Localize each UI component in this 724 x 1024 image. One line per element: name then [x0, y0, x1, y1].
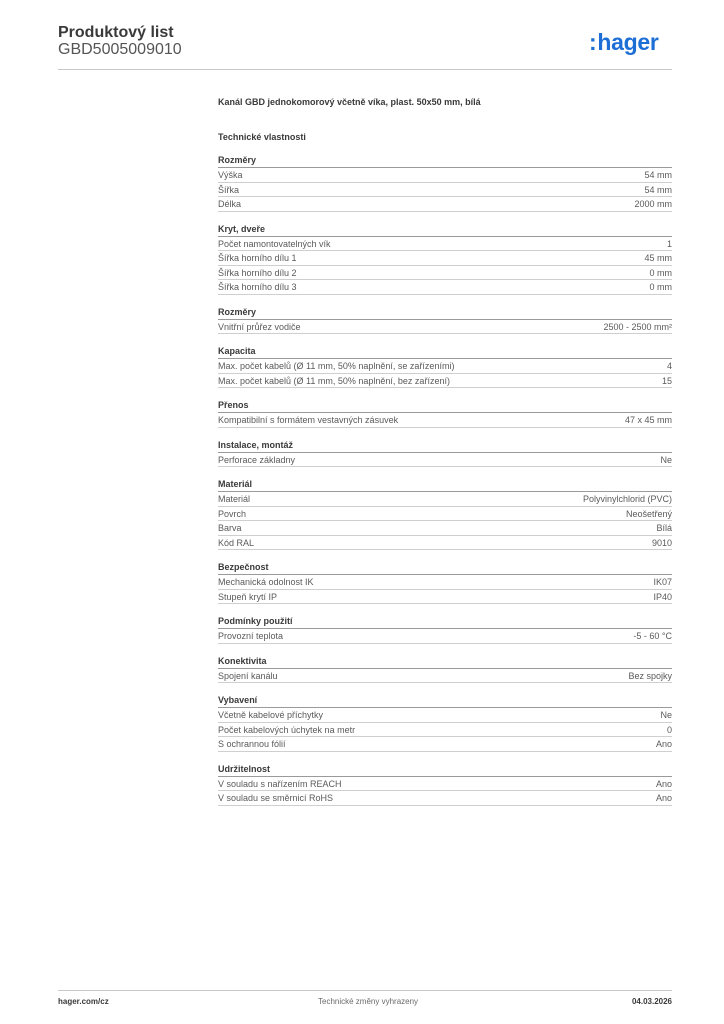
- group-title: Kryt, dveře: [218, 222, 672, 237]
- header-divider: [58, 69, 672, 70]
- property-row: [218, 251, 672, 266]
- property-value: IP40: [653, 591, 672, 602]
- property-label: Materiál: [218, 494, 251, 504]
- property-label: Počet namontovatelných vík: [218, 238, 331, 249]
- property-group: [218, 477, 672, 550]
- property-row: [218, 669, 672, 684]
- group-title: Vybavení: [218, 693, 672, 708]
- group-title: Konektivita: [218, 654, 672, 669]
- property-group: [218, 560, 672, 604]
- property-label: Výška: [218, 170, 243, 180]
- property-value: 54 mm: [644, 184, 672, 195]
- logo-text: hager: [597, 29, 659, 55]
- property-value: Ne: [660, 710, 672, 720]
- property-group: [218, 762, 672, 806]
- property-label: Max. počet kabelů (Ø 11 mm, 50% naplnění, se zařízeními): [218, 361, 455, 371]
- property-row: [218, 521, 672, 536]
- property-group: [218, 305, 672, 335]
- property-label: Včetně kabelové příchytky: [218, 710, 324, 720]
- property-value: 15: [661, 375, 672, 386]
- property-value: Ano: [655, 739, 672, 749]
- property-label: Šířka horního dílu 3: [218, 282, 297, 292]
- property-label: Délka: [218, 199, 242, 209]
- group-title: Materiál: [218, 477, 672, 492]
- property-value: 0 mm: [649, 267, 672, 278]
- property-row: [218, 590, 672, 605]
- property-row: [218, 453, 672, 468]
- property-value: 0 mm: [649, 282, 672, 292]
- property-label: Kód RAL: [218, 537, 255, 548]
- property-value: 0: [666, 724, 672, 735]
- property-groups: [218, 153, 672, 806]
- group-title: Instalace, montáž: [218, 438, 672, 453]
- group-title: Přenos: [218, 398, 672, 413]
- property-row: [218, 492, 672, 507]
- property-label: Stupeň krytí IP: [218, 591, 278, 602]
- hager-logo: [589, 30, 659, 54]
- property-label: V souladu s nařízením REACH: [218, 778, 342, 789]
- property-value: Ne: [660, 454, 672, 465]
- footer-disclaimer: Technické změny vyhrazeny: [318, 997, 419, 1006]
- product-name: Kanál GBD jednokomorový včetně víka, plast. 50x50 mm, bílá: [218, 97, 481, 107]
- property-label: Barva: [218, 523, 242, 533]
- group-title: Podmínky použití: [218, 614, 672, 629]
- property-label: Mechanická odolnost IK: [218, 577, 314, 587]
- property-label: Počet kabelových úchytek na metr: [218, 724, 356, 735]
- content-area: [218, 95, 672, 806]
- group-title: Udržitelnost: [218, 762, 672, 777]
- property-label: Spojení kanálu: [218, 670, 278, 681]
- property-row: [218, 320, 672, 335]
- property-row: [218, 197, 672, 212]
- property-value: 54 mm: [644, 170, 672, 180]
- property-value: Ano: [655, 793, 672, 803]
- property-value: 47 x 45 mm: [624, 415, 672, 425]
- property-group: [218, 438, 672, 468]
- tech-props-title: Technické vlastnosti: [218, 132, 306, 142]
- document-title: Produktový list: [58, 24, 174, 41]
- property-group: [218, 398, 672, 428]
- footer-date: 04.03.2026: [631, 997, 672, 1006]
- group-title: Rozměry: [218, 305, 672, 320]
- property-group: [218, 654, 672, 684]
- property-row: [218, 536, 672, 551]
- property-value: -5 - 60 °C: [633, 631, 672, 641]
- property-label: S ochrannou fólií: [218, 739, 286, 749]
- property-value: 9010: [651, 537, 672, 548]
- property-label: Provozní teplota: [218, 631, 284, 641]
- property-row: [218, 266, 672, 281]
- property-row: [218, 777, 672, 792]
- property-value: 4: [666, 361, 672, 371]
- property-value: 2000 mm: [634, 199, 672, 209]
- property-row: [218, 629, 672, 644]
- group-title: Kapacita: [218, 344, 672, 359]
- property-value: IK07: [653, 577, 672, 587]
- property-group: [218, 153, 672, 212]
- property-value: Neošetřený: [625, 508, 672, 519]
- property-group: [218, 614, 672, 644]
- property-label: Perforace základny: [218, 454, 296, 465]
- property-value: Polyvinylchlorid (PVC): [582, 494, 672, 504]
- property-row: [218, 575, 672, 590]
- property-group: [218, 693, 672, 752]
- property-row: [218, 413, 672, 428]
- property-label: Vnitřní průřez vodiče: [218, 321, 301, 332]
- property-row: [218, 359, 672, 374]
- footer-website: hager.com/cz: [58, 997, 109, 1006]
- property-value: 2500 - 2500 mm²: [603, 321, 672, 332]
- property-label: Šířka horního dílu 2: [218, 267, 297, 278]
- property-row: [218, 791, 672, 806]
- property-label: Max. počet kabelů (Ø 11 mm, 50% naplnění, bez zařízení): [218, 375, 450, 386]
- property-row: [218, 183, 672, 198]
- group-title: Bezpečnost: [218, 560, 672, 575]
- property-label: Kompatibilní s formátem vestavných zásuvek: [218, 415, 399, 425]
- property-row: [218, 737, 672, 752]
- property-value: 1: [666, 238, 672, 249]
- property-row: [218, 708, 672, 723]
- property-row: [218, 280, 672, 295]
- property-row: [218, 507, 672, 522]
- property-row: [218, 168, 672, 183]
- property-value: Bílá: [656, 523, 672, 533]
- property-value: Bez spojky: [628, 670, 672, 681]
- footer-divider: [58, 990, 672, 991]
- property-group: [218, 344, 672, 388]
- property-label: Šířka: [218, 184, 240, 195]
- logo-colon: :: [589, 29, 597, 55]
- group-title: Rozměry: [218, 153, 672, 168]
- property-value: Ano: [655, 778, 672, 789]
- product-code: GBD5005009010: [58, 41, 182, 58]
- property-group: [218, 222, 672, 295]
- property-label: Šířka horního dílu 1: [218, 253, 297, 263]
- property-label: Povrch: [218, 508, 247, 519]
- property-label: V souladu se směrnicí RoHS: [218, 793, 334, 803]
- property-row: [218, 374, 672, 389]
- property-row: [218, 237, 672, 252]
- property-row: [218, 723, 672, 738]
- property-value: 45 mm: [644, 253, 672, 263]
